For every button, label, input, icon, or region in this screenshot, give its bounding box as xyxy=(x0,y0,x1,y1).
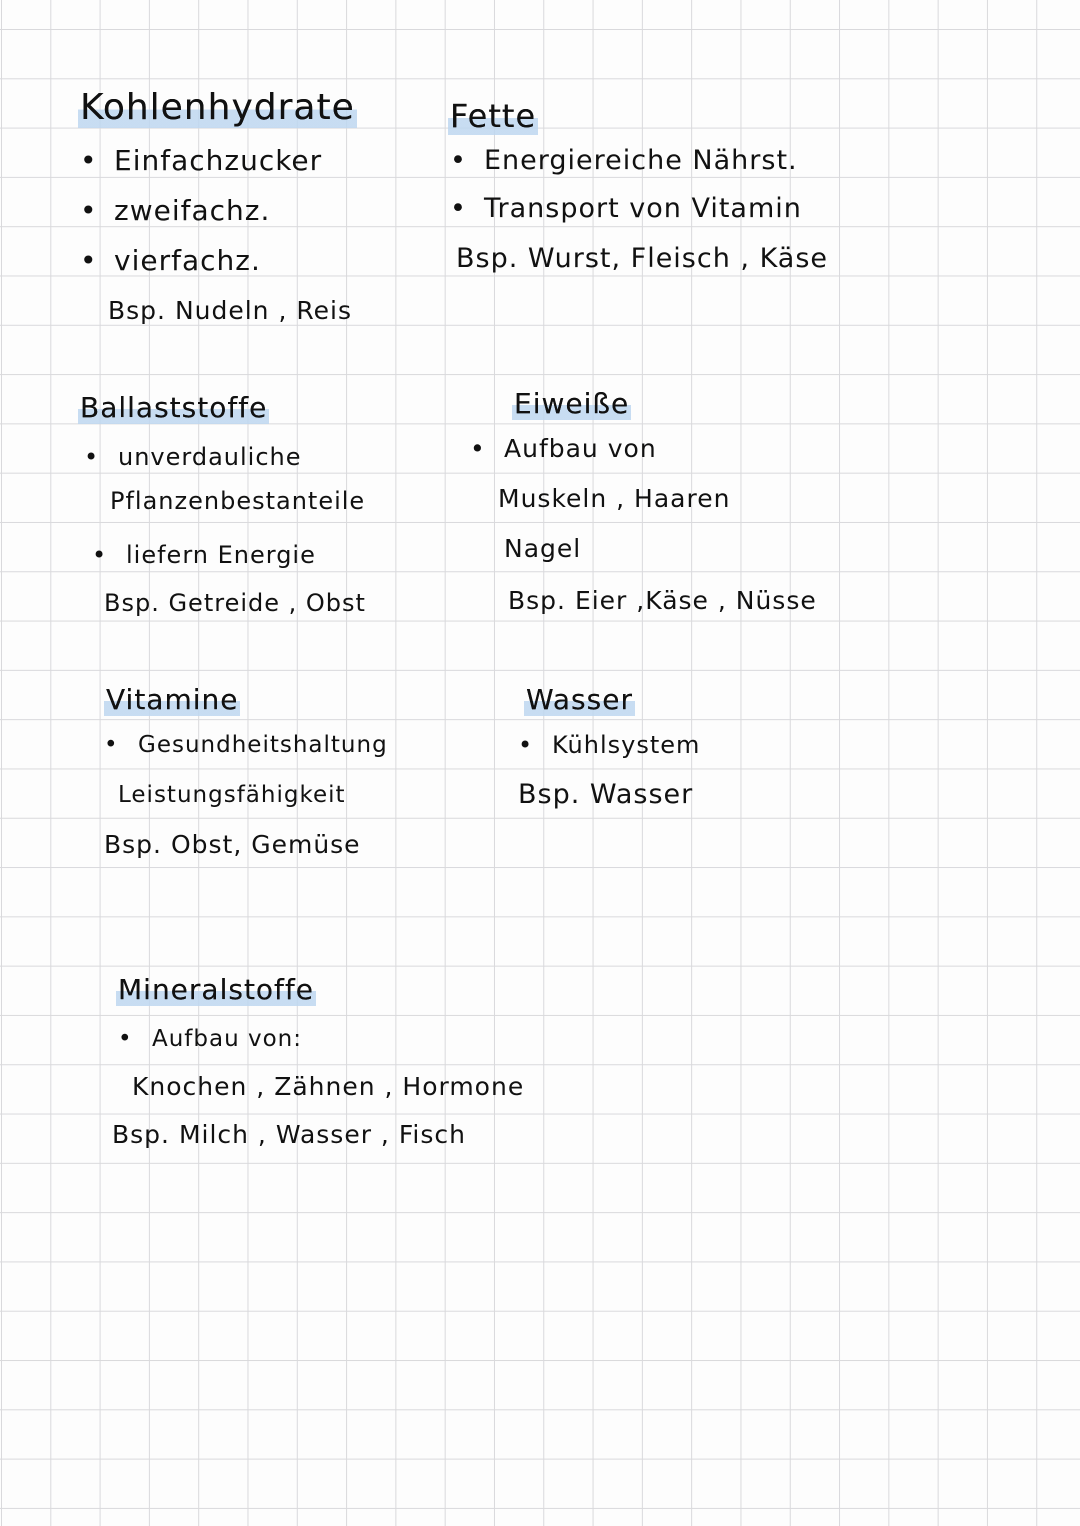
list-item: • unverdauliche xyxy=(84,440,302,474)
heading-mineralstoffe: Mineralstoffe xyxy=(118,973,314,1006)
example-line: Bsp. Getreide , Obst xyxy=(104,589,366,617)
heading-eiweisse: Eiweiße xyxy=(514,387,630,420)
heading-vitamine: Vitamine xyxy=(106,683,239,716)
list-item-continuation: Nagel xyxy=(504,534,582,563)
list-item: • Aufbau von xyxy=(470,432,657,466)
example-line: Bsp. Nudeln , Reis xyxy=(108,296,352,325)
list-item: • Einfachzucker xyxy=(80,144,322,178)
example-line: Bsp. Wurst, Fleisch , Käse xyxy=(456,243,829,274)
example-line: Bsp. Eier ,Käse , Nüsse xyxy=(508,586,817,615)
list-item: • Transport von Vitamin xyxy=(450,192,802,226)
list-item: • zweifachz. xyxy=(80,194,270,228)
heading-fette: Fette xyxy=(450,97,537,135)
list-item: • liefern Energie xyxy=(92,538,316,572)
section-mineralstoffe xyxy=(112,970,525,1170)
example-line: Bsp. Milch , Wasser , Fisch xyxy=(112,1120,466,1149)
list-item-continuation: Knochen , Zähnen , Hormone xyxy=(132,1072,525,1101)
heading-ballaststoffe: Ballaststoffe xyxy=(80,391,268,424)
list-item: • Gesundheitshaltung xyxy=(104,728,388,762)
list-item: • vierfachz. xyxy=(80,244,261,278)
section-kohlenhydrate xyxy=(78,88,378,338)
example-line: Bsp. Obst, Gemüse xyxy=(104,830,361,859)
section-fette xyxy=(448,96,868,296)
list-item-continuation: Leistungsfähigkeit xyxy=(118,782,346,808)
list-item: • Energiereiche Nährst. xyxy=(450,144,798,178)
heading-kohlenhydrate: Kohlenhydrate xyxy=(80,87,355,128)
example-line: Bsp. Wasser xyxy=(518,779,694,810)
section-wasser xyxy=(516,680,756,830)
list-item: • Aufbau von: xyxy=(118,1022,302,1056)
list-item: • Kühlsystem xyxy=(518,728,700,762)
list-item-continuation: Muskeln , Haaren xyxy=(498,484,731,513)
section-ballaststoffe xyxy=(78,388,408,628)
list-item-continuation: Pflanzenbestanteile xyxy=(110,487,366,515)
section-eiweisse xyxy=(470,384,830,634)
heading-wasser: Wasser xyxy=(526,683,633,716)
section-vitamine xyxy=(104,680,404,880)
